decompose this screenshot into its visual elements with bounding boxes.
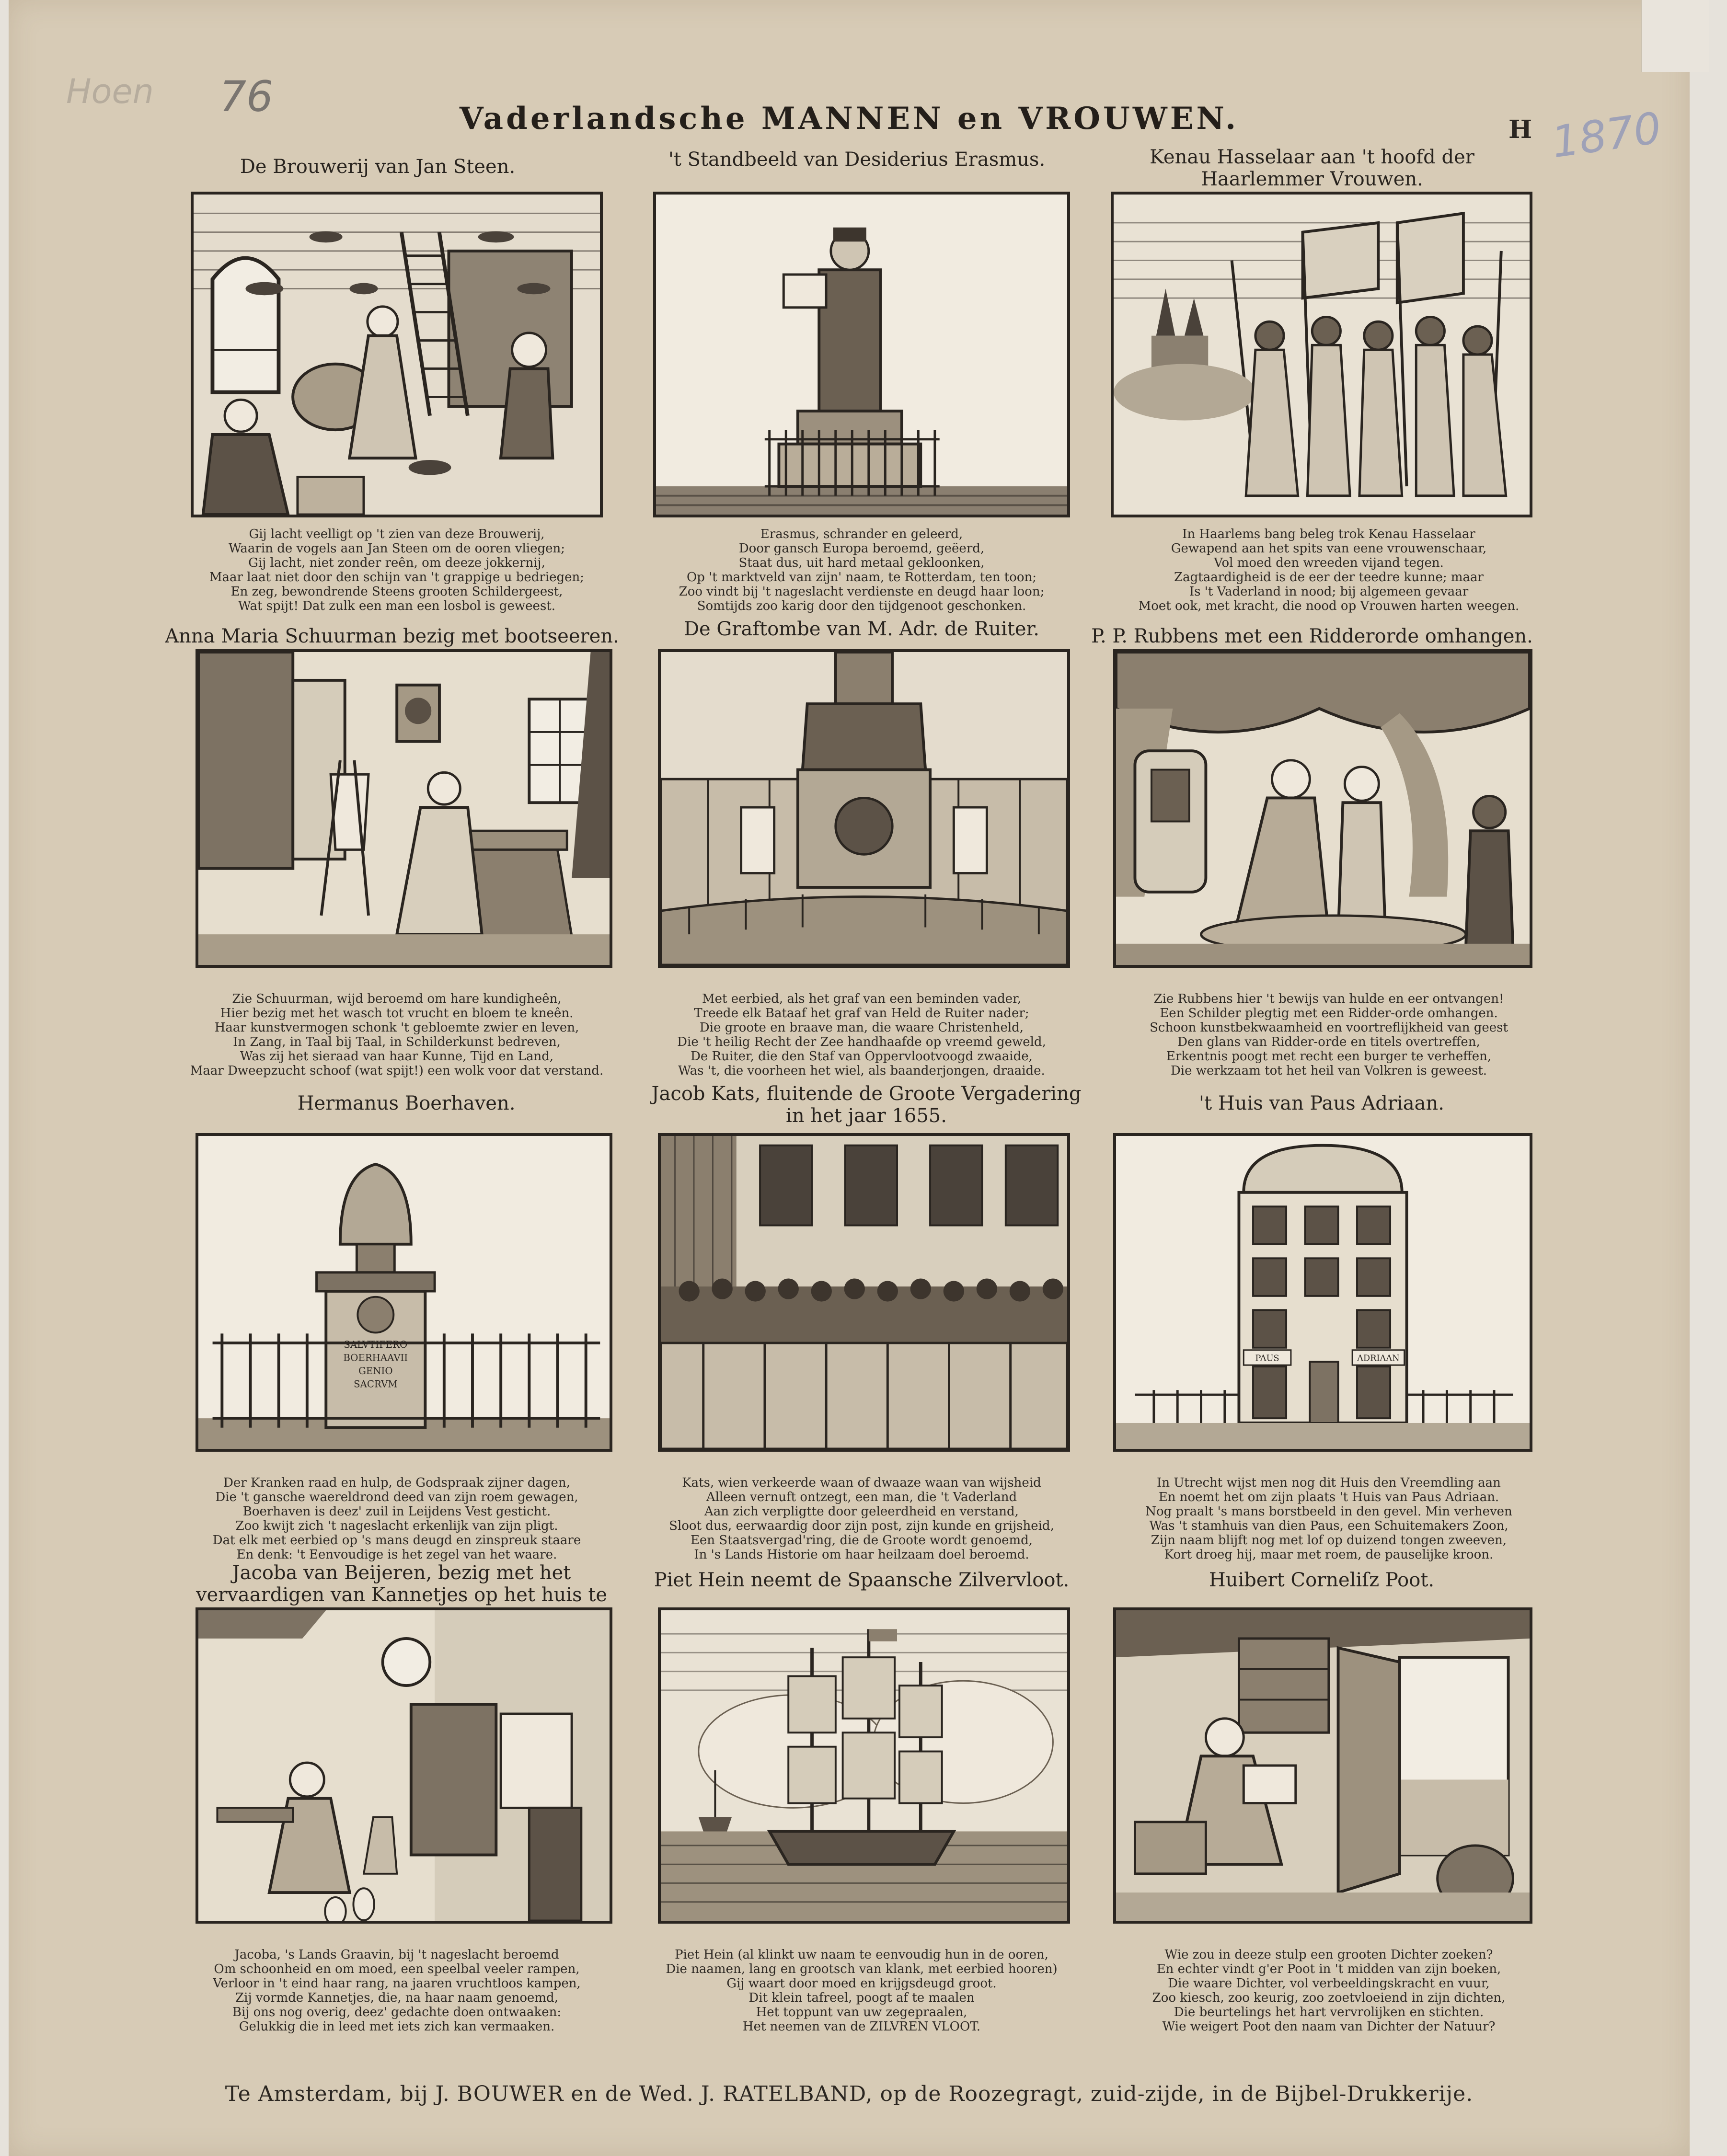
page-title: Vaderlandsche MANNEN en VROUWEN. [459,101,1239,137]
caption-kenau: Kenau Hasselaar aan 't hoofd der Haarlemmer Vrouwen. [1150,146,1474,190]
caption-jan-steen: De Brouwerij van Jan Steen. [240,156,516,178]
verse-rubbens [1092,992,1566,1078]
woman-jugs-illustration [198,1610,610,1921]
verse-line: En denk: 't Eenvoudige is het zegel van het waare. [236,1548,557,1562]
verse-line: In Zang, in Taal bij Taal, in Schilderkunst bedreven, [233,1035,561,1049]
verse-line: Die naamen, lang en grootsch van klank, met eerbied hooren) [666,1962,1058,1976]
verse-line: Hier bezig met het wasch tot vrucht en bloem te kneên. [220,1006,574,1021]
verse-line: Bij ons nog overig, deez' gedachte doen ontwaaken: [232,2005,562,2019]
verse-line: Met eerbied, als het graf van een beminden vader, [702,992,1021,1006]
verse-line: Den glans van Ridder-orde en titels overtreffen, [1177,1035,1480,1049]
woodcut-erasmus [653,192,1070,517]
verse-line: Dat elk met eerbied op 's mans deugd en zinspreuk staare [212,1533,581,1548]
verse-line: Zoo kiesch, zoo keurig, zoo zoetvloeiend in zijn dichten, [1152,1991,1506,2005]
statue-illustration [656,195,1067,515]
imprint-footer: Te Amsterdam, bij J. BOUWER en de Wed. J. RATELBAND, op de Roozegragt, zuid-zijde, in de Bijbel-Drukkerije. [225,2082,1474,2106]
verse-line: Die waare Dichter, vol verbeeldingskracht en vuur, [1168,1976,1490,1991]
verse-line: Jacoba, 's Lands Graavin, bij 't nageslacht beroemd [234,1948,559,1962]
verse-line: Zoo vindt bij 't nageslacht verdienste en deugd haar loon; [679,585,1045,599]
verse-line: Gij lacht, niet zonder reên, om deeze jokkernij, [248,556,545,570]
verse-line: Gelukkig die in leed met iets zich kan vermaaken. [239,2019,555,2034]
verse-line: Maar Dweepzucht schoof (wat spijt!) een wolk voor dat verstand. [190,1064,604,1078]
caption-boerhaven: Hermanus Boerhaven. [297,1092,516,1114]
house-illustration [1116,1136,1530,1449]
verse-line: Vol moed den wreeden vijand tegen. [1214,556,1444,570]
verse-line: Was 't, die voorheen het wiel, als baanderjongen, draaide. [678,1064,1045,1078]
verse-piet-hein [627,1948,1096,2034]
caption-rubbens: P. P. Rubbens met een Ridderorde omhangen. [1091,625,1533,647]
verse-line: Staat dus, uit hard metaal gekloonken, [738,556,985,570]
verse-line: Zie Schuurman, wijd beroemd om hare kundigheên, [232,992,562,1006]
verse-line: Nog praalt 's mans borstbeeld in den gevel. Min verheven [1145,1504,1512,1519]
verse-line: En noemt het om zijn plaats 't Huis van Paus Adriaan. [1158,1490,1499,1504]
verse-line: Om schoonheid en om moed, een speelbal veeler rampen, [214,1962,580,1976]
verse-line: Erasmus, schrander en geleerd, [760,527,963,541]
verse-line: Somtijds zoo karig door den tijdgenoot geschonken. [697,599,1026,613]
collection-stamp: 1870 [1548,103,1665,168]
woodcut-boerhaven [196,1133,612,1452]
verse-jacoba [157,1948,636,2034]
verse-line: Der Kranken raad en hulp, de Godspraak zijner dagen, [223,1476,570,1490]
brewery-scene-illustration [194,195,600,515]
verse-line: Gij lacht veelligt op 't zien van deze Brouwerij, [249,527,545,541]
verse-line: Door gansch Europa beroemd, geëerd, [738,541,985,556]
caption-erasmus: 't Standbeeld van Desiderius Erasmus. [668,149,1046,171]
verse-line: Schoon kunstbekwaamheid en voortreflijkheid van geest [1150,1021,1508,1035]
verse-line: Zij vormde Kannetjes, die, na haar naam genoemd, [235,1991,558,2005]
inscription-line: SACRVM [354,1378,398,1390]
woodcut-brewery [191,192,603,517]
verse-line: Maar laat niet door den schijn van 't grappige u bedriegen; [209,570,585,585]
poet-barn-illustration [1116,1610,1530,1921]
woodcut-de-ruiter [658,649,1070,968]
verse-kenau [1092,527,1566,613]
verse-line: En zeg, bewondrende Steens grooten Schildergeest, [230,585,563,599]
verse-erasmus [632,527,1092,613]
inscription-line: SALVTIFERO [344,1339,408,1350]
verse-line: Het toppunt van uw zegepraalen, [756,2005,967,2019]
verse-line: Zie Rubbens hier 't bewijs van hulde en eer ontvangen! [1153,992,1504,1006]
verse-line: Boerhaven is deez' zuil in Leijdens Vest gesticht. [242,1504,551,1519]
caption-de-ruiter: De Graftombe van M. Adr. de Ruiter. [683,618,1040,640]
verse-jan-steen [157,527,636,613]
caption-jacoba: Jacoba van Beijeren, bezig met het vervaardigen van Kannetjes op het huis te [196,1562,608,1606]
knighting-illustration [1116,652,1530,965]
inscription-line: BOERHAAVII [343,1352,408,1364]
tomb-illustration [661,652,1067,965]
verse-jacob-kats [632,1476,1092,1562]
verse-line: Zagtaardigheid is de eer der teedre kunne; maar [1174,570,1484,585]
house-sign-left: PAUS [1255,1353,1279,1364]
verse-line: Wie weigert Poot den naam van Dichter der Natuur? [1162,2019,1496,2034]
verse-de-ruiter [632,992,1092,1078]
verse-line: Die 't gansche waereldrond deed van zijn roem gewagen, [215,1490,578,1504]
verse-line: Die 't heilig Recht der Zee handhaafde op vreemd geweld, [677,1035,1046,1049]
verse-line: In Utrecht wijst men nog dit Huis den Vreemdling aan [1157,1476,1501,1490]
verse-line: Op 't marktveld van zijn' naam, te Rotterdam, ten toon; [686,570,1036,585]
verse-line: Een Staatsvergad'ring, die de Groote wordt genoemd, [690,1533,1033,1548]
naval-battle-illustration [661,1610,1067,1921]
verse-line: Alleen vernuft ontzegt, een man, die 't Vaderland [706,1490,1017,1504]
house-sign-right: ADRIAAN [1357,1353,1400,1364]
caption-piet-hein: Piet Hein neemt de Spaansche Zilvervloot. [654,1569,1070,1591]
woodcut-jacob-kats [658,1133,1070,1452]
verse-line: Aan zich verpligtte door geleerdheid en verstand, [704,1504,1019,1519]
verse-line: Dit klein tafreel, poogt af te maalen [748,1991,975,2005]
verse-line: Die beurtelings het hart vervrolijken en stichten. [1174,2005,1484,2019]
woman-modelling-illustration [198,652,610,965]
woodcut-kenau [1111,192,1532,517]
verse-line: In Haarlems bang beleg trok Kenau Hasselaar [1182,527,1475,541]
verse-line: Gewapend aan het spits van eene vrouwenschaar, [1171,541,1487,556]
verse-schuurman [152,992,641,1078]
verse-line: Erkentnis poogt met recht een burger te verheffen, [1166,1049,1492,1064]
caption-jacob-kats: Jacob Kats, fluitende de Groote Vergadering in het jaar 1655. [651,1083,1082,1127]
verse-line: Moet ook, met kracht, die nood op Vrouwen harten weegen. [1138,599,1520,613]
woodcut-schuurman [196,649,612,968]
verse-line: Is 't Vaderland in nood; bij algemeen gevaar [1189,585,1469,599]
woodcut-jacoba [196,1607,612,1924]
verse-line: Kort droeg hij, maar met roem, de pauselijke kroon. [1164,1548,1494,1562]
assembly-hall-illustration [661,1136,1067,1449]
woodcut-poot [1113,1607,1532,1924]
caption-paus-adriaan: 't Huis van Paus Adriaan. [1199,1092,1444,1114]
caption-schuurman: Anna Maria Schuurman bezig met bootseeren. [165,625,619,647]
verse-line: Verloor in 't eind haar rang, na jaaren vruchtloos kampen, [213,1976,581,1991]
caption-poot: Huibert Corneliſz Poot. [1209,1569,1435,1591]
broadsheet [9,0,1690,2156]
verse-line: Het neemen van de ZILVREN VLOOT. [742,2019,981,2034]
verse-line: De Ruiter, die den Staf van Oppervlootvoogd zwaaide, [691,1049,1033,1064]
women-banners-illustration [1114,195,1530,515]
verse-line: Wie zou in deeze stulp een grooten Dichter zoeken? [1164,1948,1493,1962]
verse-line: Een Schilder plegtig met een Ridder-orde omhangen. [1160,1006,1498,1021]
woodcut-piet-hein [658,1607,1070,1924]
verse-line: In 's Lands Historie om haar heilzaam doel beroemd. [694,1548,1029,1562]
verse-line: Piet Hein (al klinkt uw naam te eenvoudig hun in de ooren, [675,1948,1048,1962]
verse-line: Was zij het sieraad van haar Kunne, Tijd en Land, [240,1049,554,1064]
verse-line: Kats, wien verkeerde waan of dwaaze waan van wijsheid [682,1476,1041,1490]
verse-line: Gij waart door moed en krijgsdeugd groot. [726,1976,997,1991]
verse-line: Zoo kwijt zich 't nageslacht erkenlijk van zijn pligt. [235,1519,558,1533]
urn-monument-illustration [198,1136,610,1449]
verse-paus-adriaan [1092,1476,1566,1562]
inscription-line: GENIO [358,1365,393,1376]
sheet-letter: H [1508,115,1532,144]
verse-line: Sloot dus, eerwaardig door zijn post, zijn kunde en grijsheid, [669,1519,1054,1533]
pencil-annotation: 76 [219,72,273,121]
verse-line: En echter vindt g'er Poot in 't midden van zijn boeken, [1156,1962,1501,1976]
verse-poot [1092,1948,1566,2034]
verse-line: Was 't stamhuis van dien Paus, een Schuitemakers Zoon, [1149,1519,1508,1533]
pencil-annotation-left: Hoen [66,72,154,111]
mount-tab [1641,0,1709,72]
woodcut-rubbens [1113,649,1532,968]
verse-line: Waarin de vogels aan Jan Steen om de ooren vliegen; [228,541,565,556]
woodcut-paus-adriaan [1113,1133,1532,1452]
verse-line: Treede elk Bataaf het graf van Held de Ruiter nader; [694,1006,1029,1021]
verse-line: Zijn naam blijft nog met lof op duizend tongen zweeven, [1151,1533,1507,1548]
verse-boerhaven [157,1476,636,1562]
verse-line: Die groote en braave man, die waare Christenheld, [699,1021,1024,1035]
verse-line: Die werkzaam tot het heil van Volkren is geweest. [1170,1064,1487,1078]
verse-line: Haar kunstvermogen schonk 't gebloemte zwier en leven, [214,1021,579,1035]
verse-line: Wat spijt! Dat zulk een man een losbol is geweest. [238,599,555,613]
